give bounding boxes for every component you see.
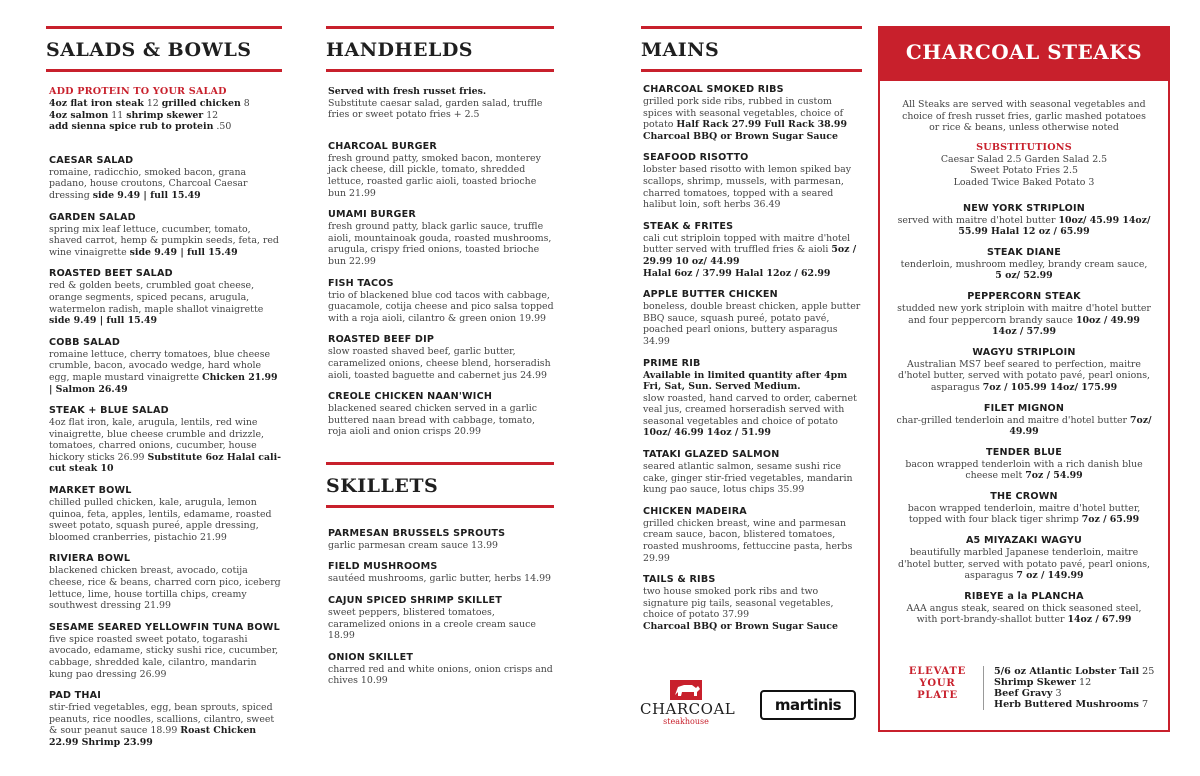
menu-item-extra: Charcoal BBQ or Brown Sugar Sauce [643,130,838,142]
menu-item-name: PARMESAN BRUSSELS SPROUTS [328,527,506,539]
charcoal-logo-text: CHARCOAL [640,700,736,718]
menu-item-name: NEW YORK STRIPLOIN [963,202,1085,214]
elevate-item [994,688,1154,699]
elevate-item-price: 25 [1142,666,1155,677]
elevate-item-name: Shrimp Skewer [994,677,1076,688]
menu-item-name: WAGYU STRIPLOIN [972,346,1076,358]
menu-item [896,347,1152,394]
menu-item-name: FILET MIGNON [983,402,1065,414]
protein-price: 12 [146,98,159,109]
menu-item [643,358,862,440]
menu-item-desc-text: grilled pork side ribs, rubbed in custom spices with seasonal vegetables, choice of potato [643,96,844,131]
menu-item [896,491,1152,526]
menu-item-name: FISH TACOS [328,277,394,289]
menu-item-description [49,167,282,202]
menu-item-desc-text: romaine lettuce, cherry tomatoes, blue cheese crumble, bacon, avocado wedge, hard whole egg, maple mustard vinaigrette [49,348,271,383]
menu-item-name: MARKET BOWL [49,485,132,497]
menu-item-description [896,215,1152,238]
substitutions-list [896,154,1152,189]
menu-item-desc-text: sweet peppers, blistered tomatoes, caramelized onions in a creole cream sauce 18.99 [328,607,536,642]
menu-item-price: 14oz / 67.99 [1067,614,1132,626]
elevate-item-name: Beef Gravy [994,688,1053,699]
menu-item [643,152,862,210]
menu-item-desc-text: garlic parmesan cream sauce 13.99 [328,539,499,551]
menu-item [49,268,282,326]
menu-item-description [643,586,862,621]
menu-item-description [896,459,1152,482]
menu-item-name: GARDEN SALAD [49,211,136,223]
menu-item-price: Substitute 6oz Halal cali-cut steak 10 [49,451,282,475]
menu-item-desc-text: lobster based risotto with lemon spiked bay scallops, shrimp, mussels, with parmesan, charred tomatoes, topped with a seared halibut loin, soft herbs 36.49 [643,164,852,211]
menu-item-description [328,540,554,552]
menu-item-description [896,259,1152,282]
substitutions-title: SUBSTITUTIONS [976,141,1072,153]
menu-item [49,553,282,611]
menu-item [328,391,554,438]
menu-item-desc-text: boneless, double breast chicken, apple butter BBQ sauce, squash pureé, potato pavé, poached pearl onions, buttery asparagus 34.99 [643,301,861,347]
menu-item [49,485,282,543]
menu-item [328,334,554,381]
menu-item-name: RIVIERA BOWL [49,553,131,565]
menu-item-desc-text: tenderloin, mushroom medley, brandy cream sauce, [900,258,1148,270]
menu-item-name: CAESAR SALAD [49,154,134,166]
menu-item-name: UMAMI BURGER [328,209,416,221]
protein-price: .50 [216,121,232,133]
menu-item [328,141,554,199]
section-title-steaks: CHARCOAL STEAKS [880,28,1168,81]
section-title-mains: MAINS [641,39,720,61]
charcoal-logo-sub: steakhouse [663,717,709,726]
menu-item-name: PAD THAI [49,690,102,702]
menu-item-description [643,301,862,347]
menu-item [643,574,862,632]
elevate-item-name: Herb Buttered Mushrooms [994,699,1139,710]
menu-item [896,203,1152,238]
menu-item-desc-text: seared atlantic salmon, sesame sushi rice cake, ginger stir-fried vegetables, mandarin kung pao sauce, lotus chips 35.99 [643,461,853,496]
menu-item-desc-text: served with maitre d'hotel butter [897,214,1056,226]
menu-item-price: side 9.49 | full 15.49 [92,189,201,201]
menu-item-desc-text: studded new york striploin with maitre d'hotel butter and four peppercorn brandy sauce [897,302,1151,326]
menu-item [896,535,1152,582]
menu-item-name: PRIME RIB [643,357,701,369]
menu-item-description [328,607,554,642]
add-protein-block [49,86,282,133]
menu-item [643,506,862,564]
menu-item-name: RIBEYE a la PLANCHA [964,590,1084,602]
menu-item-name: ROASTED BEET SALAD [49,268,173,280]
menu-item-desc-text: grilled chicken breast, wine and parmesan cream sauce, bacon, blistered tomatoes, roasted mushrooms, fettuccine pasta, herbs 29.99 [643,517,853,564]
menu-item-price: 7oz / 105.99 14oz/ 175.99 [982,381,1118,393]
menu-item-note: Available in limited quantity after 4pm Fri, Sat, Sun. Served Medium. [643,369,848,393]
menu-item [643,449,862,496]
protein-name: shrimp skewer [126,109,204,121]
menu-item-desc-text: fresh ground patty, black garlic sauce, truffle aioli, mountainoak gouda, roasted mushrooms, arugula, crispy fried onions, toasted brioche bun 22.99 [328,221,552,267]
menu-item [643,84,862,142]
menu-item-price: side 9.49 | full 15.49 [49,315,157,327]
menu-item-price: 7oz/ 49.99 [1009,414,1152,438]
title-rule [326,505,554,508]
menu-item-extra: Halal 6oz / 37.99 Halal 12oz / 62.99 [643,267,831,279]
menu-item-name: SESAME SEARED YELLOWFIN TUNA BOWL [49,621,280,633]
protein-name: 4oz flat iron steak [49,98,144,109]
menu-item-desc-text: five spice roasted sweet potato, togarashi avocado, edamame, sticky sushi rice, cucumber, cabbage, shredded kale, cilantro, mandarin kung pao dressing 26.99 [49,633,279,680]
menu-item-description [896,603,1152,626]
menu-item-desc-text: fresh ground patty, smoked bacon, monterey jack cheese, dill pickle, tomato, shredded lettuce, roasted garlic aioli, toasted brioche bun 21.99 [328,152,541,199]
menu-item-desc-text: beautifully marbled Japanese tenderloin, maitre d'hotel butter, served with potato pavé, pearl onions, asparagus [897,547,1151,582]
menu-item [896,291,1152,338]
menu-item-name: CHARCOAL BURGER [328,140,438,152]
main-items [643,84,862,633]
menu-item-name: TENDER BLUE [986,446,1062,458]
menu-item-desc-text: trio of blackened blue cod tacos with cabbage, guacamole, cotija cheese and pico salsa topped with a roja aioli, cilantro & green onion 19.99 [328,289,554,324]
menu-item-description [49,634,282,680]
menu-item [49,622,282,680]
elevate-item-price: 7 [1141,699,1149,710]
handhelds-intro-text: Substitute caesar salad, garden salad, truffle fries or sweet potato fries + 2.5 [328,97,543,121]
menu-item-price: 7oz / 54.99 [1025,470,1083,482]
steaks-body [880,81,1168,626]
menu-item-name: A5 MIYAZAKI WAGYU [965,535,1083,547]
add-protein-heading: ADD PROTEIN TO YOUR SALAD [49,86,227,97]
substitution-line: Caesar Salad 2.5 Garden Salad 2.5 [940,153,1108,165]
menu-item-description [49,497,282,543]
menu-item-name: CREOLE CHICKEN NAAN'WICH [328,391,493,403]
menu-item-desc-text: bacon wrapped tenderloin with a rich danish blue cheese melt [905,458,1143,482]
protein-line [49,98,282,110]
menu-item-desc-text: blackened chicken breast, avocado, cotija cheese, rice & beans, charred corn pico, iceberg lettuce, lime, house tortilla chips, creamy southwest dressing 21.99 [49,565,281,612]
menu-item-desc-text: 4oz flat iron, kale, arugula, lentils, red wine vinaigrette, blue cheese crumble and drizzle, tomatoes, charred onions, cucumber, house hickory sticks 26.99 [49,417,264,463]
menu-item-description [643,233,862,268]
menu-item-name: TAILS & RIBS [643,574,716,586]
menu-item [643,221,862,279]
title-rule [46,69,282,72]
menu-item-description [328,403,554,438]
menu-item-desc-text: two house smoked pork ribs and two signature pig tails, seasonal vegetables, choice of potato 37.99 [643,586,834,621]
menu-item-description [896,359,1152,394]
salad-items [49,155,282,749]
menu-item-description [643,461,862,496]
menu-item-price: 10oz/ 46.99 14oz / 51.99 [643,427,771,439]
menu-item-desc-text: slow roasted shaved beef, garlic butter, caramelized onions, cheese blend, horseradish aioli, toasted baguette and cabernet jus 24.99 [328,346,551,381]
menu-item [49,337,282,395]
mains-column [641,0,862,643]
title-rule [641,69,862,72]
menu-item [328,528,554,552]
menu-item [328,278,554,325]
section-title-skillets: SKILLETS [326,474,439,497]
menu-item-name: STEAK + BLUE SALAD [49,405,169,417]
menu-item-desc-text: charred red and white onions, onion crisps and chives 10.99 [328,663,553,687]
menu-item-desc-text: AAA angus steak, seared on thick seasoned steel, with port-brandy-shallot butter [906,602,1142,626]
handhelds-intro [328,86,554,121]
menu-item-name: PEPPERCORN STEAK [967,290,1081,302]
menu-item-name: APPLE BUTTER CHICKEN [643,289,778,301]
menu-item-description [49,224,282,259]
menu-item-description [328,664,554,687]
section-title-handhelds: HANDHELDS [326,39,474,61]
elevate-item-name: 5/6 oz Atlantic Lobster Tail [994,666,1140,677]
menu-item-description [49,702,282,748]
menu-item-name: THE CROWN [990,490,1058,502]
menu-item-name: STEAK & FRITES [643,220,734,232]
menu-item-description [896,547,1152,582]
menu-item-description [49,349,282,395]
menu-item [328,561,554,585]
menu-item-name: SEAFOOD RISOTTO [643,152,749,164]
substitution-line: Sweet Potato Fries 2.5 [970,165,1078,177]
menu-item-name: CHARCOAL SMOKED RIBS [643,84,784,95]
menu-item-desc-text: Australian MS7 beef seared to perfection, maitre d'hotel butter, served with potato pavé, pearl onions, asparagus [897,358,1151,393]
menu-item [896,403,1152,438]
menu-item-name: TATAKI GLAZED SALMON [643,449,780,461]
protein-line [49,121,282,133]
elevate-item [994,699,1154,710]
handheld-items [328,141,554,438]
menu-item-description [643,518,862,564]
menu-item-extra: Charcoal BBQ or Brown Sugar Sauce [643,621,838,632]
menu-item [328,209,554,267]
menu-item-description [49,565,282,611]
menu-item-description [643,393,862,439]
menu-item-price: side 9.49 | full 15.49 [129,246,238,258]
charcoal-steaks-panel [878,26,1170,732]
menu-item [328,652,554,687]
menu-item-desc-text: romaine, radicchio, smoked bacon, grana padano, house croutons, Charcoal Caesar dressing [49,166,248,201]
menu-item-desc-text: char-grilled tenderloin and maitre d'hotel butter [896,414,1128,426]
menu-item-description [896,303,1152,338]
elevate-item [994,666,1154,677]
menu-item-description [896,415,1152,438]
elevate-list [984,666,1154,710]
charcoal-logo [640,680,736,728]
elevate-label: ELEVATE YOUR PLATE [900,666,984,710]
menu-item-description [49,417,282,475]
elevate-item [994,677,1154,688]
steaks-intro: All Steaks are served with seasonal vegetables and choice of fresh russet fries, garlic mashed potatoes or rice & beans, unless otherwise noted [902,99,1146,134]
menu-item-price: 5 oz/ 52.99 [995,270,1053,282]
protein-name: grilled chicken [161,98,241,109]
menu-item-description [328,346,554,381]
title-rule [326,69,554,72]
menu-item-name: COBB SALAD [49,336,120,348]
menu-item-price: 10oz / 49.99 14oz / 57.99 [992,314,1140,338]
menu-item-price: Half Rack 27.99 Full Rack 38.99 [676,119,847,131]
skillet-items [328,528,554,687]
menu-item-description [328,153,554,199]
elevate-your-plate [900,666,1160,710]
menu-item [643,289,862,347]
menu-item-name: CHICKEN MADEIRA [643,505,747,517]
menu-item-desc-text: chilled pulled chicken, kale, arugula, lemon quinoa, feta, apples, lentils, edamame, roasted sweet potato, squash pureé, apple dressing, bloomed cranberries, pistachio 21.99 [49,497,272,543]
protein-name: add sienna spice rub to protein [49,121,214,133]
menu-item-description [643,96,862,131]
menu-item [896,447,1152,482]
menu-item-desc-text: sautéed mushrooms, garlic butter, herbs 14.99 [328,573,552,585]
menu-item [328,595,554,642]
menu-item-description [49,280,282,326]
steak-items [896,203,1152,626]
salads-column [46,0,282,759]
menu-item-desc-text: slow roasted, hand carved to order, cabernet veal jus, creamed horseradish served with seasonal vegetables and choice of potato [643,392,857,427]
menu-item-price: Chicken 21.99 | Salmon 26.49 [49,371,278,395]
menu-item-price: Roast Chicken 22.99 Shrimp 23.99 [49,725,257,748]
elevate-item-price: 12 [1078,677,1092,688]
handhelds-intro-bold: Served with fresh russet fries. [328,86,487,97]
menu-item-price: 7oz / 65.99 [1081,514,1140,526]
martinis-logo: martinis [760,690,856,720]
section-title-salads: SALADS & BOWLS [46,39,252,61]
menu-item-name: ROASTED BEEF DIP [328,334,435,346]
menu-item [896,247,1152,282]
menu-item-description [328,221,554,267]
protein-lines [49,98,282,133]
elevate-item-price: 3 [1055,688,1062,699]
menu-item-name: ONION SKILLET [328,651,414,663]
handhelds-column [326,0,554,697]
menu-item-desc-text: stir-fried vegetables, egg, bean sprouts, spiced peanuts, rice noodles, scallions, cilantro, sweet & sour peanut sauce 18.99 [49,702,275,737]
protein-price: 8 [243,98,250,109]
protein-price: 12 [206,109,219,121]
menu-item-desc-text: spring mix leaf lettuce, cucumber, tomato, shaved carrot, hemp & pumpkin seeds, feta, red wine vinaigrette [49,223,279,258]
substitutions-block [896,142,1152,189]
menu-item-desc-text: cali cut striploin topped with maitre d'hotel butter served with truffled fries & aioli [643,232,851,256]
menu-item-description [328,290,554,325]
menu-item-name: STEAK DIANE [987,246,1061,258]
protein-price: 11 [111,109,124,121]
menu-item-price: 7 oz / 149.99 [1016,570,1084,582]
menu-item-desc-text: bacon wrapped tenderloin, maitre d'hotel butter, topped with four black tiger shrimp [907,502,1141,526]
menu-item [49,212,282,259]
menu-item-desc-text: blackened seared chicken served in a garlic buttered naan bread with cabbage, tomato, roja aioli and onion crisps 20.99 [328,403,537,438]
menu-item-price: 5oz / 29.99 10 oz/ 44.99 [643,244,857,267]
menu-item-price: 10oz/ 45.99 14oz/ 55.99 Halal 12 oz / 65.99 [958,214,1151,238]
menu-item [896,591,1152,626]
substitution-line: Loaded Twice Baked Potato 3 [953,176,1095,188]
menu-item-name: CAJUN SPICED SHRIMP SKILLET [328,595,503,607]
protein-line [49,110,282,122]
menu-item-description [643,164,862,210]
menu-item [49,690,282,748]
menu-item-desc-text: red & golden beets, crumbled goat cheese, orange segments, spiced pecans, arugula, watermelon radish, maple shallot vinaigrette [49,280,264,315]
menu-item [49,405,282,475]
menu-item [49,155,282,202]
menu-item-name: FIELD MUSHROOMS [328,561,438,573]
protein-name: 4oz salmon [49,109,109,121]
menu-item-description [328,573,554,585]
menu-item-description [896,503,1152,526]
